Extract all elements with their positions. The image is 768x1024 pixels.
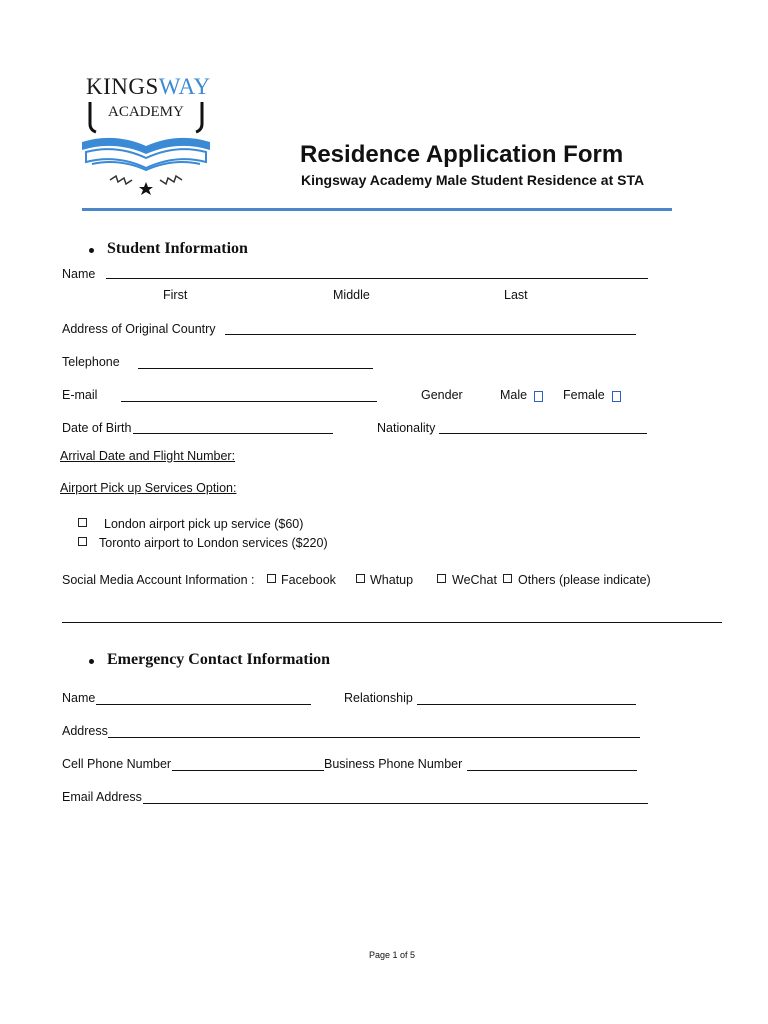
relationship-label: Relationship bbox=[344, 691, 413, 705]
telephone-label: Telephone bbox=[62, 355, 120, 369]
name-part-first: First bbox=[163, 288, 188, 302]
dob-field[interactable] bbox=[133, 433, 333, 434]
name-field[interactable] bbox=[106, 278, 648, 279]
emergency-name-field[interactable] bbox=[96, 704, 311, 705]
academy-logo bbox=[80, 74, 215, 196]
emergency-address-label: Address bbox=[62, 724, 108, 738]
gender-label: Gender bbox=[421, 388, 463, 402]
logo-wordmark bbox=[86, 74, 211, 100]
emergency-name-label: Name bbox=[62, 691, 96, 705]
form-title: Residence Application Form bbox=[300, 141, 624, 168]
cell-phone-label: Cell Phone Number bbox=[62, 757, 172, 771]
arrival-label: Arrival Date and Flight Number: bbox=[60, 449, 236, 463]
bullet bbox=[89, 659, 94, 664]
social-others-label: Others (please indicate) bbox=[518, 573, 651, 587]
emergency-heading: Emergency Contact Information bbox=[107, 651, 331, 668]
nationality-field[interactable] bbox=[439, 433, 647, 434]
email-label: E-mail bbox=[62, 388, 98, 402]
social-facebook-checkbox[interactable] bbox=[267, 574, 276, 583]
social-wechat-checkbox[interactable] bbox=[437, 574, 446, 583]
pickup-toronto-label: Toronto airport to London services ($220) bbox=[99, 536, 328, 550]
page-number: Page 1 of 5 bbox=[369, 950, 416, 960]
cell-phone-field[interactable] bbox=[172, 770, 324, 771]
pickup-london-label: London airport pick up service ($60) bbox=[104, 517, 304, 531]
open-book-emblem-icon bbox=[80, 100, 212, 196]
name-label: Name bbox=[62, 267, 96, 281]
address-label: Address of Original Country bbox=[62, 322, 216, 336]
form-subtitle: Kingsway Academy Male Student Residence at STA bbox=[301, 172, 645, 188]
social-facebook-label: Facebook bbox=[281, 573, 336, 587]
social-others-checkbox[interactable] bbox=[503, 574, 512, 583]
nationality-label: Nationality bbox=[377, 421, 436, 435]
gender-male-label: Male bbox=[500, 388, 528, 402]
student-info-heading: Student Information bbox=[107, 240, 248, 257]
emergency-address-field[interactable] bbox=[108, 737, 640, 738]
name-part-middle: Middle bbox=[333, 288, 370, 302]
dob-label: Date of Birth bbox=[62, 421, 132, 435]
bullet bbox=[89, 248, 94, 253]
header-rule bbox=[82, 208, 672, 211]
social-label: Social Media Account Information : bbox=[62, 573, 255, 587]
logo-academy: ACADEMY bbox=[108, 104, 184, 120]
emergency-email-label: Email Address bbox=[62, 790, 142, 804]
business-phone-label: Business Phone Number bbox=[324, 757, 463, 771]
telephone-field[interactable] bbox=[138, 368, 373, 369]
emergency-email-field[interactable] bbox=[143, 803, 648, 804]
name-part-last: Last bbox=[504, 288, 528, 302]
business-phone-field[interactable] bbox=[467, 770, 637, 771]
logo-wordmark-blue: WAY bbox=[158, 74, 211, 99]
pickup-toronto-checkbox[interactable] bbox=[78, 537, 87, 546]
relationship-field[interactable] bbox=[417, 704, 636, 705]
gender-female-checkbox[interactable] bbox=[612, 391, 621, 402]
gender-male-checkbox[interactable] bbox=[534, 391, 543, 402]
social-whatup-label: Whatup bbox=[370, 573, 414, 587]
email-field[interactable] bbox=[121, 401, 377, 402]
pickup-london-checkbox[interactable] bbox=[78, 518, 87, 527]
address-field[interactable] bbox=[225, 334, 636, 335]
gender-female-label: Female bbox=[563, 388, 605, 402]
social-whatup-checkbox[interactable] bbox=[356, 574, 365, 583]
section-divider bbox=[62, 622, 722, 623]
pickup-label: Airport Pick up Services Option: bbox=[60, 481, 237, 495]
social-wechat-label: WeChat bbox=[452, 573, 497, 587]
logo-wordmark-black: KINGS bbox=[86, 74, 159, 99]
